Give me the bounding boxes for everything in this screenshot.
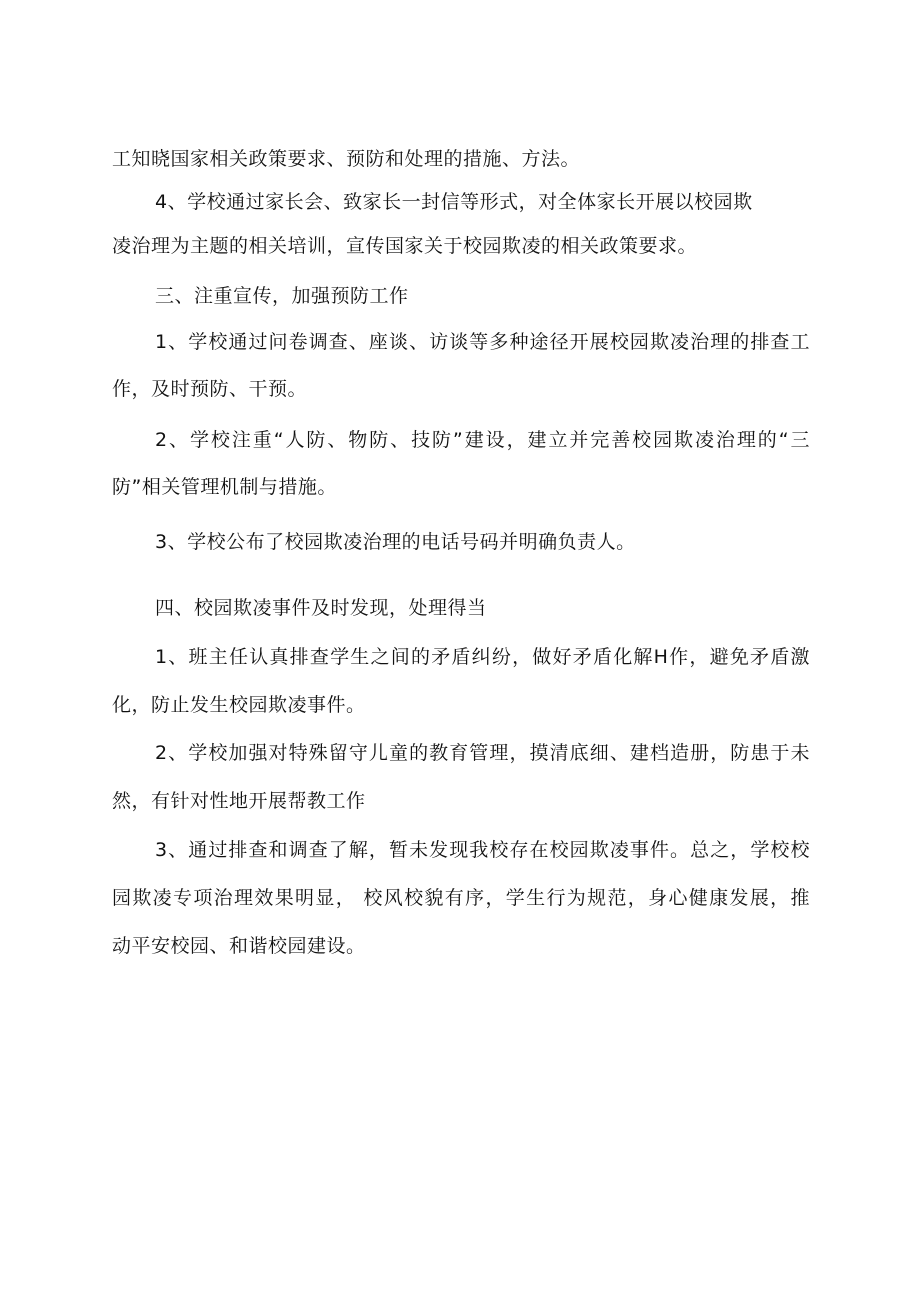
text-line: 1、班主任认真排查学生之间的矛盾纠纷，做好矛盾化解H作，避免矛盾激 — [155, 646, 810, 668]
text-line: 防”相关管理机制与措施。 — [112, 476, 337, 498]
text-line: 园欺凌专项治理效果明显， 校风校貌有序，学生行为规范，身心健康发展，推 — [112, 887, 810, 909]
text-line: 1、学校通过问卷调查、座谈、访谈等多种途径开展校园欺凌治理的排查工 — [155, 331, 810, 353]
text-line: 化，防止发生校园欺凌事件。 — [112, 694, 366, 716]
text-line: 3、学校公布了校园欺凌治理的电话号码并明确负责人。 — [155, 531, 636, 553]
text-line: 4、学校通过家长会、致家长一封信等形式，对全体家长开展以校园欺 — [155, 191, 753, 213]
text-line: 凌治理为主题的相关培训，宣传国家关于校园欺凌的相关政策要求。 — [112, 235, 698, 257]
text-line: 作，及时预防、干预。 — [112, 378, 308, 400]
text-line: 2、学校加强对特殊留守儿童的教育管理，摸清底细、建档造册，防患于未 — [155, 742, 810, 764]
text-line: 然，有针对性地开展帮教工作 — [112, 790, 366, 812]
section-heading: 四、校园欺凌事件及时发现，处理得当 — [155, 597, 487, 619]
text-line: 工知晓国家相关政策要求、预防和处理的措施、方法。 — [112, 148, 581, 170]
text-line: 2、学校注重“人防、物防、技防”建设，建立并完善校园欺凌治理的“三 — [155, 429, 810, 451]
section-heading: 三、注重宣传，加强预防工作 — [155, 285, 409, 307]
text-line: 3、通过排查和调查了解，暂未发现我校存在校园欺凌事件。总之，学校校 — [155, 839, 810, 861]
text-line: 动平安校园、和谐校园建设。 — [112, 935, 366, 957]
